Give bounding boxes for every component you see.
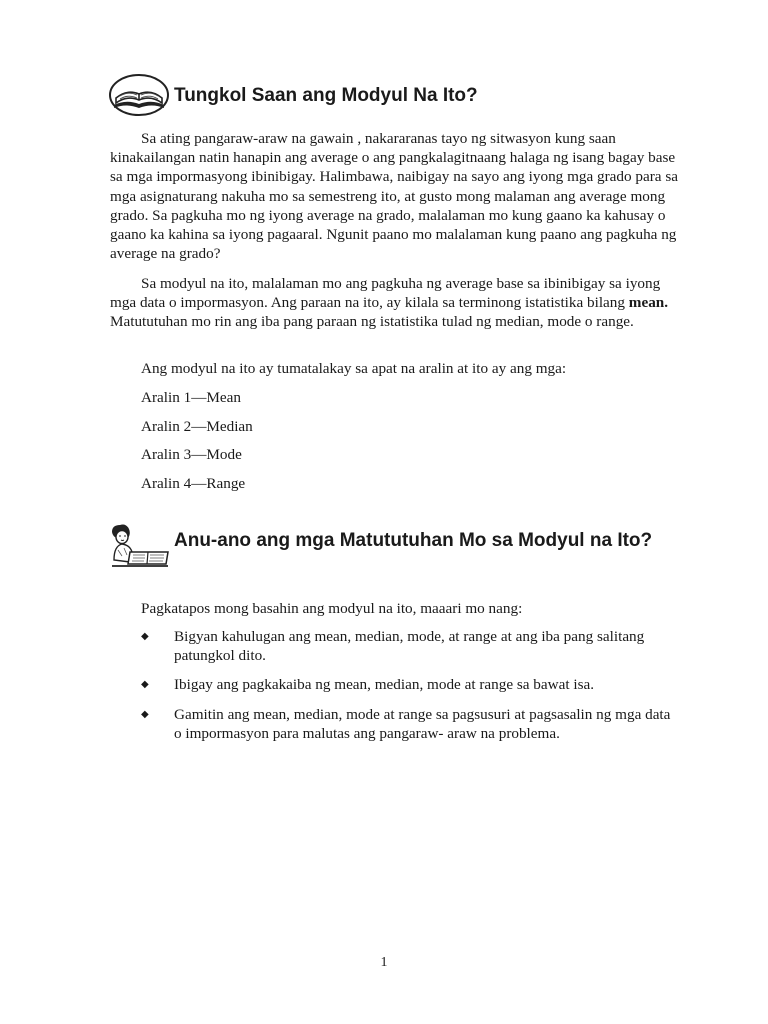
paragraph [110,274,680,332]
objectives-intro: Pagkatapos mong basahin ang modyul na ito, maaari mo nang: [141,600,523,617]
diamond-bullet-icon: ◆ [141,679,149,691]
open-book-icon [108,72,170,118]
lesson-item: Aralin 2—Median [141,418,253,435]
paragraph-text: Sa modyul na ito, malalaman mo ang pagkuha ng average base sa ibinibigay sa iyong mga data o impormasyon. Ang paraan na ito, ay kilala sa terminong istatistika bilang [110,275,661,312]
diamond-bullet-icon: ◆ [141,631,149,642]
lesson-item: Aralin 3—Mode [141,446,242,463]
diamond-bullet-icon: ◆ [141,708,149,720]
objectives-list [141,627,681,753]
section-title: Tungkol Saan ang Modyul Na Ito? [174,85,478,106]
section-heading-matututuhan [108,522,674,568]
list-item-text: Gamitin ang mean, median, mode at range sa pagsusuri at pagsasalin ng mga data o impormasyon para malutas ang pangaraw- araw na problema. [174,705,671,742]
bold-term-mean: mean. [628,294,669,312]
paragraph: Sa ating pangaraw-araw na gawain , nakararanas tayo ng sitwasyon kung saan kinakailangan natin hanapin ang average o ang pangkalagitnaang halaga ng isang bagay base sa mga impormasyong ibinibigay. Halimbawa, naibigay na sayo ang iyong mga grado para sa mga asignaturang nakuha mo sa semestreng ito, at gusto mong malaman ang average mong grado. Sa pagkuha mo ng iyong average na grado, malalaman mo kung gaano ka kahusay o gaano ka kahina sa iyong pagaaral. Ngunit paano mo malalaman kung paano ang pagkuha ng average na grado? [110,130,678,263]
lesson-item: Aralin 4—Range [141,475,246,492]
section-heading-tungkol [108,72,478,118]
lesson-item: Aralin 1—Mean [141,389,241,406]
paragraph-text: Matututuhan mo rin ang iba pang paraan ng istatistika tulad ng median, mode o range. [110,313,634,331]
list-item [141,705,681,743]
list-item-text: Ibigay ang pagkakaiba ng mean, median, mode at range sa bawat isa. [174,676,595,694]
section-title: Anu-ano ang mga Matututuhan Mo sa Modyul na Ito? [174,530,653,551]
list-item [141,675,681,694]
reading-student-icon [108,522,170,568]
page-number: 1 [380,955,388,970]
list-item [141,627,681,665]
lessons-intro: Ang modyul na ito ay tumatalakay sa apat na aralin at ito ay ang mga: [141,360,567,377]
list-item-text: Bigyan kahulugan ang mean, median, mode, at range at ang iba pang salitang patungkol dito. [174,628,645,665]
